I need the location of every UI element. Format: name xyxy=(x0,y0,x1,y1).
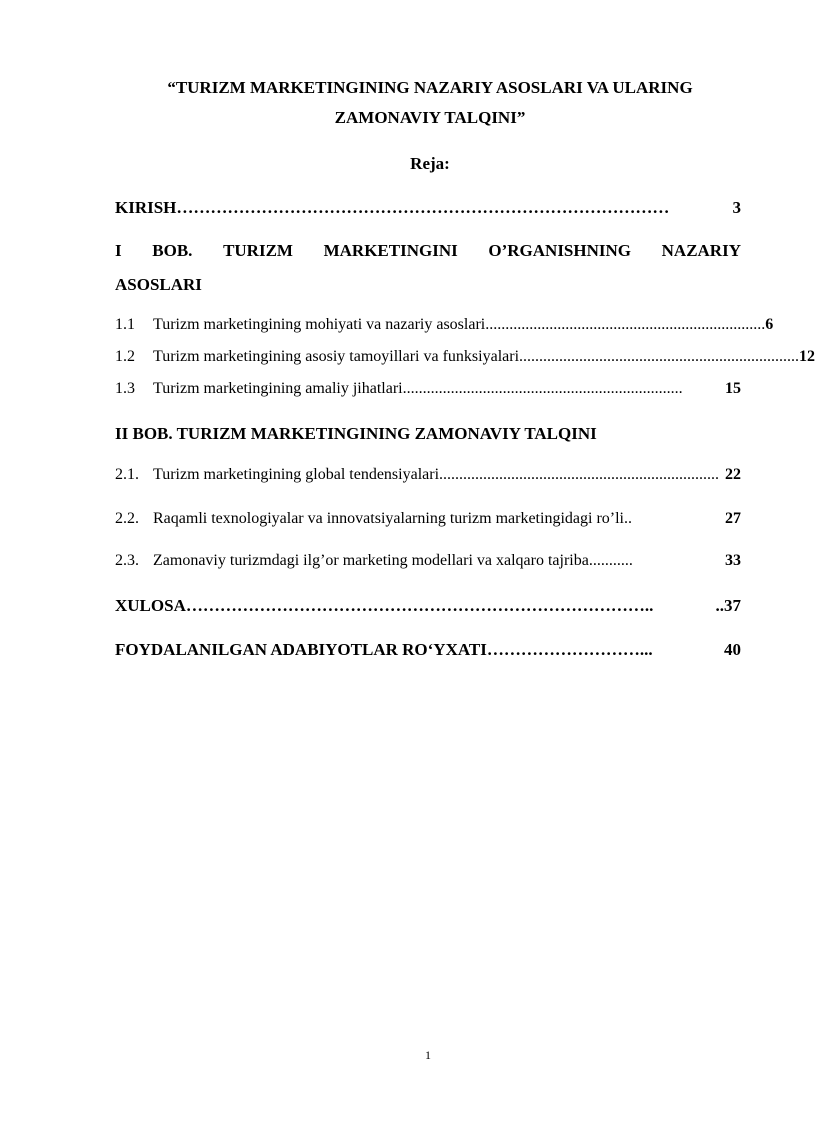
toc-entry-label: XULOSA xyxy=(115,596,186,615)
toc-entry-1-3[interactable] xyxy=(115,380,741,398)
toc-entry-2-3[interactable] xyxy=(115,552,741,570)
toc-entry-label xyxy=(115,316,485,334)
toc-entry-1-1[interactable] xyxy=(115,316,774,334)
toc-entry-text: Turizm marketingining asosiy tamoyillari va funksiyalari xyxy=(153,348,520,365)
document-title-line-2: ZAMONAVIY TALQINI” xyxy=(334,108,526,127)
toc-leader-dots: .. xyxy=(623,510,632,527)
toc-page-number: 33 xyxy=(725,552,741,569)
document-title-line-1: “TURIZM MARKETINGINING NAZARIY ASOSLARI VA ULARING xyxy=(167,78,693,97)
toc-page-number: 6 xyxy=(765,316,774,333)
toc-leader-dots: ...................................................................... xyxy=(519,348,800,365)
toc-chapter-1[interactable] xyxy=(115,234,741,302)
toc-entry-label xyxy=(115,510,624,528)
toc-entry-2-2[interactable] xyxy=(115,510,741,528)
toc-leader-dots: …………………………………………………………………………… xyxy=(176,198,670,217)
toc-leader-dots: ........... xyxy=(588,552,633,569)
chapter-1-word: TURIZM xyxy=(223,241,293,260)
toc-entry-text: Turizm marketingining mohiyati va nazariy asoslari xyxy=(153,316,486,333)
toc-entry-conclusion[interactable] xyxy=(115,596,741,616)
toc-entry-number: 2.1. xyxy=(115,466,139,483)
toc-leader-dots: ……………………………………………………………………….. xyxy=(185,596,654,615)
toc-entry-label xyxy=(115,552,589,570)
chapter-1-word: BOB. xyxy=(152,241,193,260)
toc-leader-dots: ………………………... xyxy=(486,640,653,659)
chapter-1-word: O’RGANISHNING xyxy=(488,241,631,260)
chapter-1-title-line-2: ASOSLARI xyxy=(115,275,202,294)
toc-entry-text: Turizm marketingining global tendensiyalari xyxy=(153,466,440,483)
toc-entry-label xyxy=(115,466,439,484)
toc-leader-dots: ...................................................................... xyxy=(439,466,720,483)
toc-page-number: 15 xyxy=(725,380,741,397)
toc-entry-text: Raqamli texnologiyalar va innovatsiyalarning turizm marketingidagi ro’li xyxy=(153,510,624,527)
toc-page-number: 22 xyxy=(725,466,741,483)
toc-entry-number: 1.2 xyxy=(115,348,135,365)
toc-entry-number: 2.3. xyxy=(115,552,139,569)
toc-entry-text: Turizm marketingining amaliy jihatlari xyxy=(153,380,403,397)
toc-entry-number: 2.2. xyxy=(115,510,139,527)
toc-entry-2-1[interactable] xyxy=(115,466,741,484)
page-number: 1 xyxy=(425,1048,431,1062)
toc-entry-number: 1.1 xyxy=(115,316,135,333)
chapter-1-word: MARKETINGINI xyxy=(323,241,458,260)
toc-entry-label xyxy=(115,348,519,366)
toc-leader-dots: ...................................................................... xyxy=(402,380,683,397)
chapter-1-title-line-1 xyxy=(115,234,741,268)
toc-page-number: 3 xyxy=(732,198,741,217)
toc-entry-label xyxy=(115,380,403,398)
toc-page-number: ..37 xyxy=(715,596,741,615)
toc-page-number: 12 xyxy=(799,348,816,365)
toc-entry-references[interactable] xyxy=(115,640,741,660)
plan-heading: Reja: xyxy=(410,154,450,173)
toc-leader-dots: ...................................................................... xyxy=(485,316,766,333)
toc-page-number: 40 xyxy=(724,640,741,659)
toc-entry-intro[interactable] xyxy=(115,198,741,218)
toc-entry-text: Zamonaviy turizmdagi ilg’or marketing modellari va xalqaro tajriba xyxy=(153,552,589,569)
toc-chapter-2[interactable]: II BOB. TURIZM MARKETINGINING ZAMONAVIY TALQINI xyxy=(115,424,597,443)
chapter-1-word: NAZARIY xyxy=(661,241,741,260)
toc-entry-number: 1.3 xyxy=(115,380,135,397)
toc-page-number: 27 xyxy=(725,510,741,527)
toc-entry-1-2[interactable] xyxy=(115,348,816,366)
chapter-1-word: I xyxy=(115,241,122,260)
toc-entry-label: KIRISH xyxy=(115,198,177,217)
toc-entry-label: FOYDALANILGAN ADABIYOTLAR RO‘YXATI xyxy=(115,640,487,659)
